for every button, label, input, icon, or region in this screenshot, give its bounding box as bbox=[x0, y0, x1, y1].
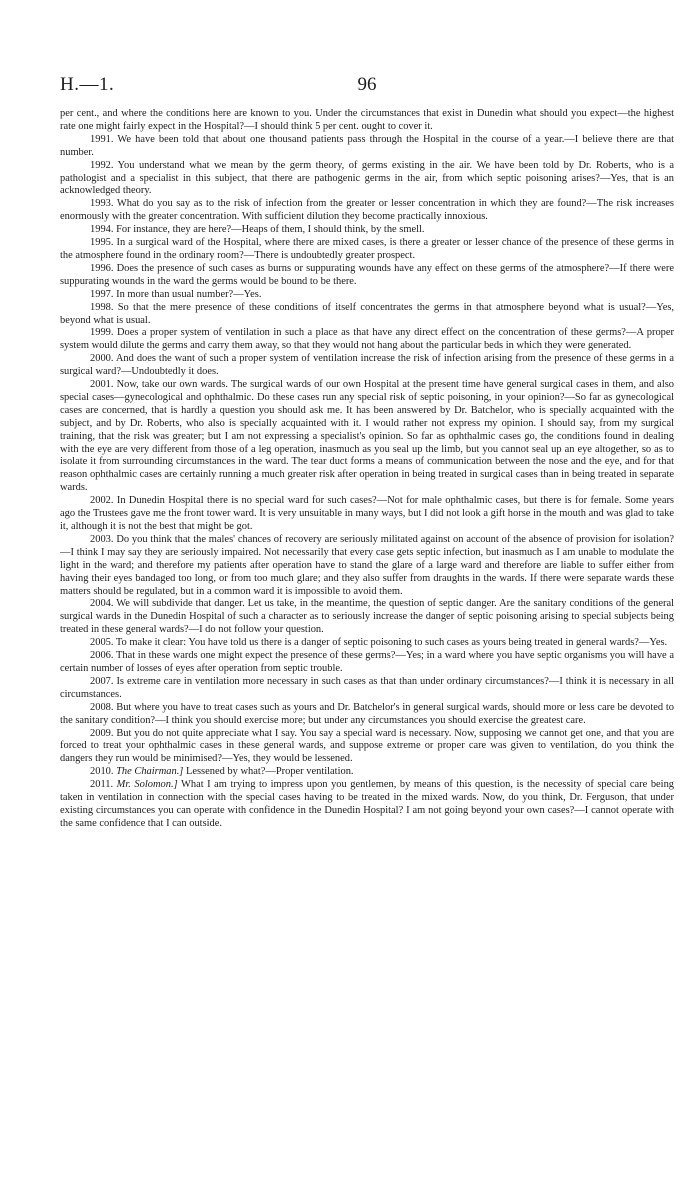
page-header bbox=[60, 0, 674, 108]
evidence-text bbox=[60, 108, 674, 831]
question-1994: 1994. For instance, they are here?—Heaps of them, I should think, by the smell. bbox=[90, 224, 425, 236]
question-2007: 2007. Is extreme care in ventilation more necessary in such cases as that than under ordinary circumstances?—I think it is necessary in all circumstances. bbox=[60, 675, 674, 700]
question-text: What I am trying to impress upon you gentlemen, by means of this question, is the necessity of special care being taken in ventilation in connection with the special cases having to be treated in the mixed wards. Now, do you think, Dr. Ferguson, that under existing circumstances you can operate with confidence in the Dunedin Hospital? I am not going beyond your own cases?—I cannot operate with the same confidence that I can outside. bbox=[60, 779, 675, 829]
question-1999: 1999. Does a proper system of ventilation in such a place as that have any direct effect on the concentration of these germs?—A proper system would dilute the germs and carry them away, so that they would not hang about the particular beds in which they were generated. bbox=[60, 327, 674, 352]
question-2003: 2003. Do you think that the males' chances of recovery are seriously militated against on account of the absence of provision for isolation?—I think I may say they are seriously impaired. Not necessarily that every case gets septic infection, but inasmuch as I am unable to modulate the light in the ward; and therefore my patients after operation have to stand the glare of a large ward and therefore are liable to suffer either from having their eyes bandaged too long, or from too much glare; and they also suffer from draughts in the wards. If there were separate wards these matters should be regulated, but in a common ward it is impossible to avoid them. bbox=[60, 533, 674, 597]
question-number: 2011. bbox=[90, 779, 114, 791]
document-reference: H.—1. bbox=[60, 74, 115, 95]
question-2009: 2009. But you do not quite appreciate what I say. You say a special ward is necessary. Now, supposing we cannot get one, and that you are forced to treat your ophthalmic cases in these general wards, and suppose extreme or proper care was given to ventilation, do you think the dangers they run would be minimised?—Yes, they would be lessened. bbox=[60, 727, 674, 765]
question-1996: 1996. Does the presence of such cases as burns or suppurating wounds have any effect on these germs of the atmosphere?—If there were suppurating wounds in the ward the germs would be bound to be there. bbox=[60, 262, 674, 287]
question-1997: 1997. In more than usual number?—Yes. bbox=[90, 288, 262, 300]
question-2002: 2002. In Dunedin Hospital there is no special ward for such cases?—Not for male ophthalmic cases, but there is for female. Some years ago the Trustees gave me the front tower ward. It is very unsuitable in many ways, but I did not look a gift horse in the mouth and was glad to take it, although it is not the best that might be got. bbox=[60, 495, 674, 532]
question-1991: 1991. We have been told that about one thousand patients pass through the Hospital in the course of a year.—I believe there are that number. bbox=[60, 133, 674, 158]
question-1995: 1995. In a surgical ward of the Hospital, where there are mixed cases, is there a greater or lesser chance of the presence of these germs in the atmosphere found in the ordinary room?—There is undoubtedly greater prospect. bbox=[60, 237, 674, 261]
question-2004: 2004. We will subdivide that danger. Let us take, in the meantime, the question of septic danger. Are the sanitary conditions of the general surgical wards in the Dunedin Hospital of such a character as to seriously increase the danger of septic poisoning arising to special subjects being treated in these general wards?—I do not follow your question. bbox=[60, 598, 674, 636]
question-2001: 2001. Now, take our own wards. The surgical wards of our own Hospital at the present time have general surgical cases in them, and also special cases—gynecological and ophthalmic. Do these cases run any special risk of septic poisoning, in your opinion?—So far as gynecological cases are concerned, that is hardly a question you should ask me. It has been answered by Dr. Batchelor, who is specially acquainted with the subject, and by Dr. Roberts, who also is specially acquainted with it. I would rather not express my opinion. I should say, from my surgical training, that the risk was greater; but I am not expressing a specialist's opinion. So far as ophthalmic cases go, the conditions found in dealing with the eye are very different from those of a leg operation, inasmuch as you seal up the limb, but you cannot seal up an eye altogether, so as to isolate it from surrounding circumstances in the ward. The tear duct forms a means of communication between the nose and the eye, and for that reason ophthalmic cases are certainly running a much greater risk after operation in being treated in surgical cases than in being treated in separate wards. bbox=[60, 379, 674, 494]
question-1998: 1998. So that the mere presence of these conditions of itself concentrates the germs in that atmosphere beyond what is usual?—Yes, beyond what is usual. bbox=[60, 301, 674, 326]
speaker-label: The Chairman.] bbox=[116, 766, 184, 778]
question-2011 bbox=[60, 779, 674, 831]
question-number: 2010. bbox=[90, 766, 114, 778]
question-2000: 2000. And does the want of such a proper system of ventilation increase the risk of infection arising from the presence of these germs in a surgical ward?—Undoubtedly it does. bbox=[60, 353, 674, 378]
question-2008: 2008. But where you have to treat cases such as yours and Dr. Batchelor's in general surgical wards, should more or less care be devoted to the sanitary condition?—I think you should exercise more; but under any circumstances you should exercise the greatest care. bbox=[60, 701, 674, 726]
paragraph-continuation: per cent., and where the conditions here are known to you. Under the circumstances that exist in Dunedin what should you expect—the highest rate one might fairly expect in the Hospital?—I should think 5 per cent. ought to cover it. bbox=[60, 108, 674, 132]
page-number: 96 bbox=[357, 74, 377, 95]
speaker-label: Mr. Solomon.] bbox=[116, 779, 178, 791]
question-2006: 2006. That in these wards one might expect the presence of these germs?—Yes; in a ward where you have septic organisms you will have a certain number of losses of eyes after operation from septic trouble. bbox=[60, 650, 674, 674]
question-2005: 2005. To make it clear: You have told us there is a danger of septic poisoning to such cases as yours being treated in general wards?—Yes. bbox=[90, 637, 668, 649]
question-1993: 1993. What do you say as to the risk of infection from the greater or lesser concentration in which they are found?—The risk increases enormously with the greater concentration. With sufficient dilution they become practically innoxious. bbox=[60, 198, 674, 223]
question-1992: 1992. You understand what we mean by the germ theory, of germs existing in the air. We have been told by Dr. Roberts, who is a pathologist and a specialist in this subject, that there are pathogenic germs in the air, from which septic poisoning arises?—Yes, that is an acknowledged theory. bbox=[60, 159, 674, 197]
question-2010 bbox=[60, 766, 674, 779]
question-text: Lessened by what?—Proper ventilation. bbox=[183, 766, 354, 778]
